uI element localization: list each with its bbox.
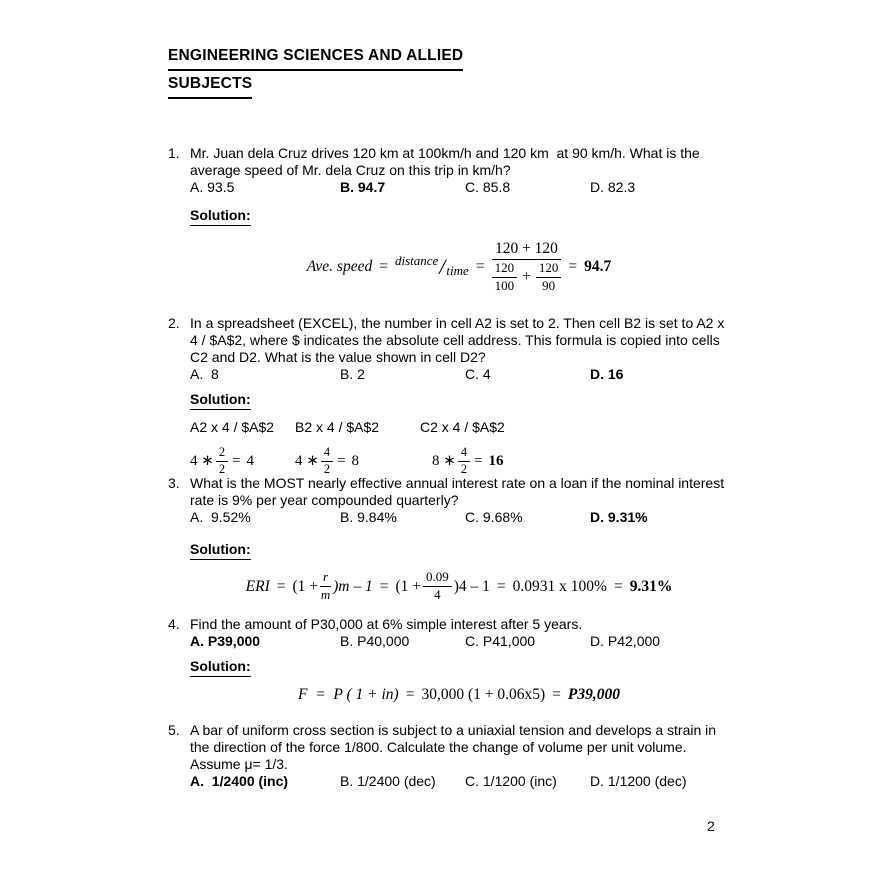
option-d: D. 82.3 xyxy=(590,179,636,195)
option-a: A. 8 xyxy=(190,366,219,382)
question-5-options xyxy=(190,773,728,790)
work-header-2: B2 x 4 / $A$2 xyxy=(295,419,380,435)
option-c: C. 85.8 xyxy=(465,179,511,195)
question-4 xyxy=(168,616,728,704)
option-b: B. 9.84% xyxy=(340,509,397,525)
option-c: C. 9.68% xyxy=(465,509,523,525)
calc-2: 4 ∗ $\frac{4}{2}$ = 8 xyxy=(295,445,360,476)
title-line-1 xyxy=(168,43,728,71)
title-text-2: SUBJECTS xyxy=(168,72,252,99)
question-2-options xyxy=(190,366,728,383)
formula-effective-rate: ERI = (1 + $\frac{r}{m}$ )m – 1 = (1 + $\frac{0.09}{4}$ )4 – 1 = 0.0931 x 100% = 9.31% xyxy=(245,569,673,602)
question-1 xyxy=(168,145,728,294)
option-b: B. P40,000 xyxy=(340,633,410,649)
question-2-number: 2. xyxy=(168,315,180,331)
question-5-text: A bar of uniform cross section is subject to a uniaxial tension and develops a strain in the direction of the force 1/800. Calculate the change of volume per unit volume. Assume μ= 1/3. xyxy=(190,722,720,772)
formula-lhs: ERI xyxy=(245,577,270,595)
question-1-options xyxy=(190,179,728,196)
formula-result: 94.7 xyxy=(584,257,612,275)
option-d: D. P42,000 xyxy=(590,633,661,649)
calc-3: 8 ∗ $\frac{4}{2}$ = 16 xyxy=(432,445,504,476)
work-calculations xyxy=(190,446,728,477)
distance-over-time: distance / time xyxy=(394,253,469,280)
option-c: C. 1/1200 (inc) xyxy=(465,773,557,789)
question-4-text: Find the amount of P30,000 at 6% simple interest after 5 years. xyxy=(190,616,583,632)
option-a: A. P39,000 xyxy=(190,633,261,649)
work-header-3: C2 x 4 / $A$2 xyxy=(420,419,505,435)
formula-result: P39,000 xyxy=(567,686,620,703)
option-d: D. 9.31% xyxy=(590,509,648,525)
option-a: A. 1/2400 (inc) xyxy=(190,773,289,789)
formula-simple-interest: F = P ( 1 + in) = 30,000 (1 + 0.06x5) = P39,000 xyxy=(297,686,620,703)
solution-label: Solution: xyxy=(190,391,728,410)
formula-result: 9.31% xyxy=(629,577,673,595)
option-b: B. 94.7 xyxy=(340,179,386,195)
question-1-text: Mr. Juan dela Cruz drives 120 km at 100km/h and 120 km at 90 km/h. What is the average speed of Mr. dela Cruz on this trip in km/h? xyxy=(190,145,704,178)
question-1-number: 1. xyxy=(168,145,180,161)
document-title xyxy=(168,43,728,99)
calc-1: 4 ∗ $\frac{2}{2}$ = 4 xyxy=(190,445,255,476)
main-fraction: 120 + 120 $\frac{120}{100}$ + $\frac{120}{90}$ xyxy=(492,240,562,294)
question-3-number: 3. xyxy=(168,475,180,491)
work-header-1: A2 x 4 / $A$2 xyxy=(190,419,275,435)
question-4-number: 4. xyxy=(168,616,180,632)
question-4-options xyxy=(190,633,728,650)
solution-label: Solution: xyxy=(190,207,728,226)
option-b: B. 2 xyxy=(340,366,365,382)
option-c: C. P41,000 xyxy=(465,633,536,649)
question-5-number: 5. xyxy=(168,722,180,738)
formula-average-speed: Ave. speed = distance / time = 120 + 120 $\frac{120}{100}$ + $\frac{120}{90}$ = 94.7 xyxy=(306,240,612,293)
title-line-2 xyxy=(168,71,728,99)
page-number: 2 xyxy=(707,818,715,834)
work-headers xyxy=(190,419,728,436)
option-b: B. 1/2400 (dec) xyxy=(340,773,436,789)
question-2-text: In a spreadsheet (EXCEL), the number in cell A2 is set to 2. Then cell B2 is set to A2 x 4 / $A$2, where $ indicates the absolute cell address. This formula is copied into cells C2 and D2. What is the value shown in cell D2? xyxy=(190,315,729,365)
solution-label: Solution: xyxy=(190,541,728,560)
question-3-text: What is the MOST nearly effective annual interest rate on a loan if the nominal interest rate is 9% per year compounded quarterly? xyxy=(190,475,728,508)
option-a: A. 93.5 xyxy=(190,179,235,195)
solution-label: Solution: xyxy=(190,658,728,677)
option-d: D. 16 xyxy=(590,366,624,382)
option-d: D. 1/1200 (dec) xyxy=(590,773,687,789)
question-5 xyxy=(168,722,728,790)
question-3 xyxy=(168,475,728,603)
option-c: C. 4 xyxy=(465,366,491,382)
question-2 xyxy=(168,315,728,477)
formula-lhs: Ave. speed xyxy=(306,257,373,275)
title-text-1: ENGINEERING SCIENCES AND ALLIED xyxy=(168,44,463,71)
option-a: A. 9.52% xyxy=(190,509,251,525)
question-3-options xyxy=(190,509,728,526)
